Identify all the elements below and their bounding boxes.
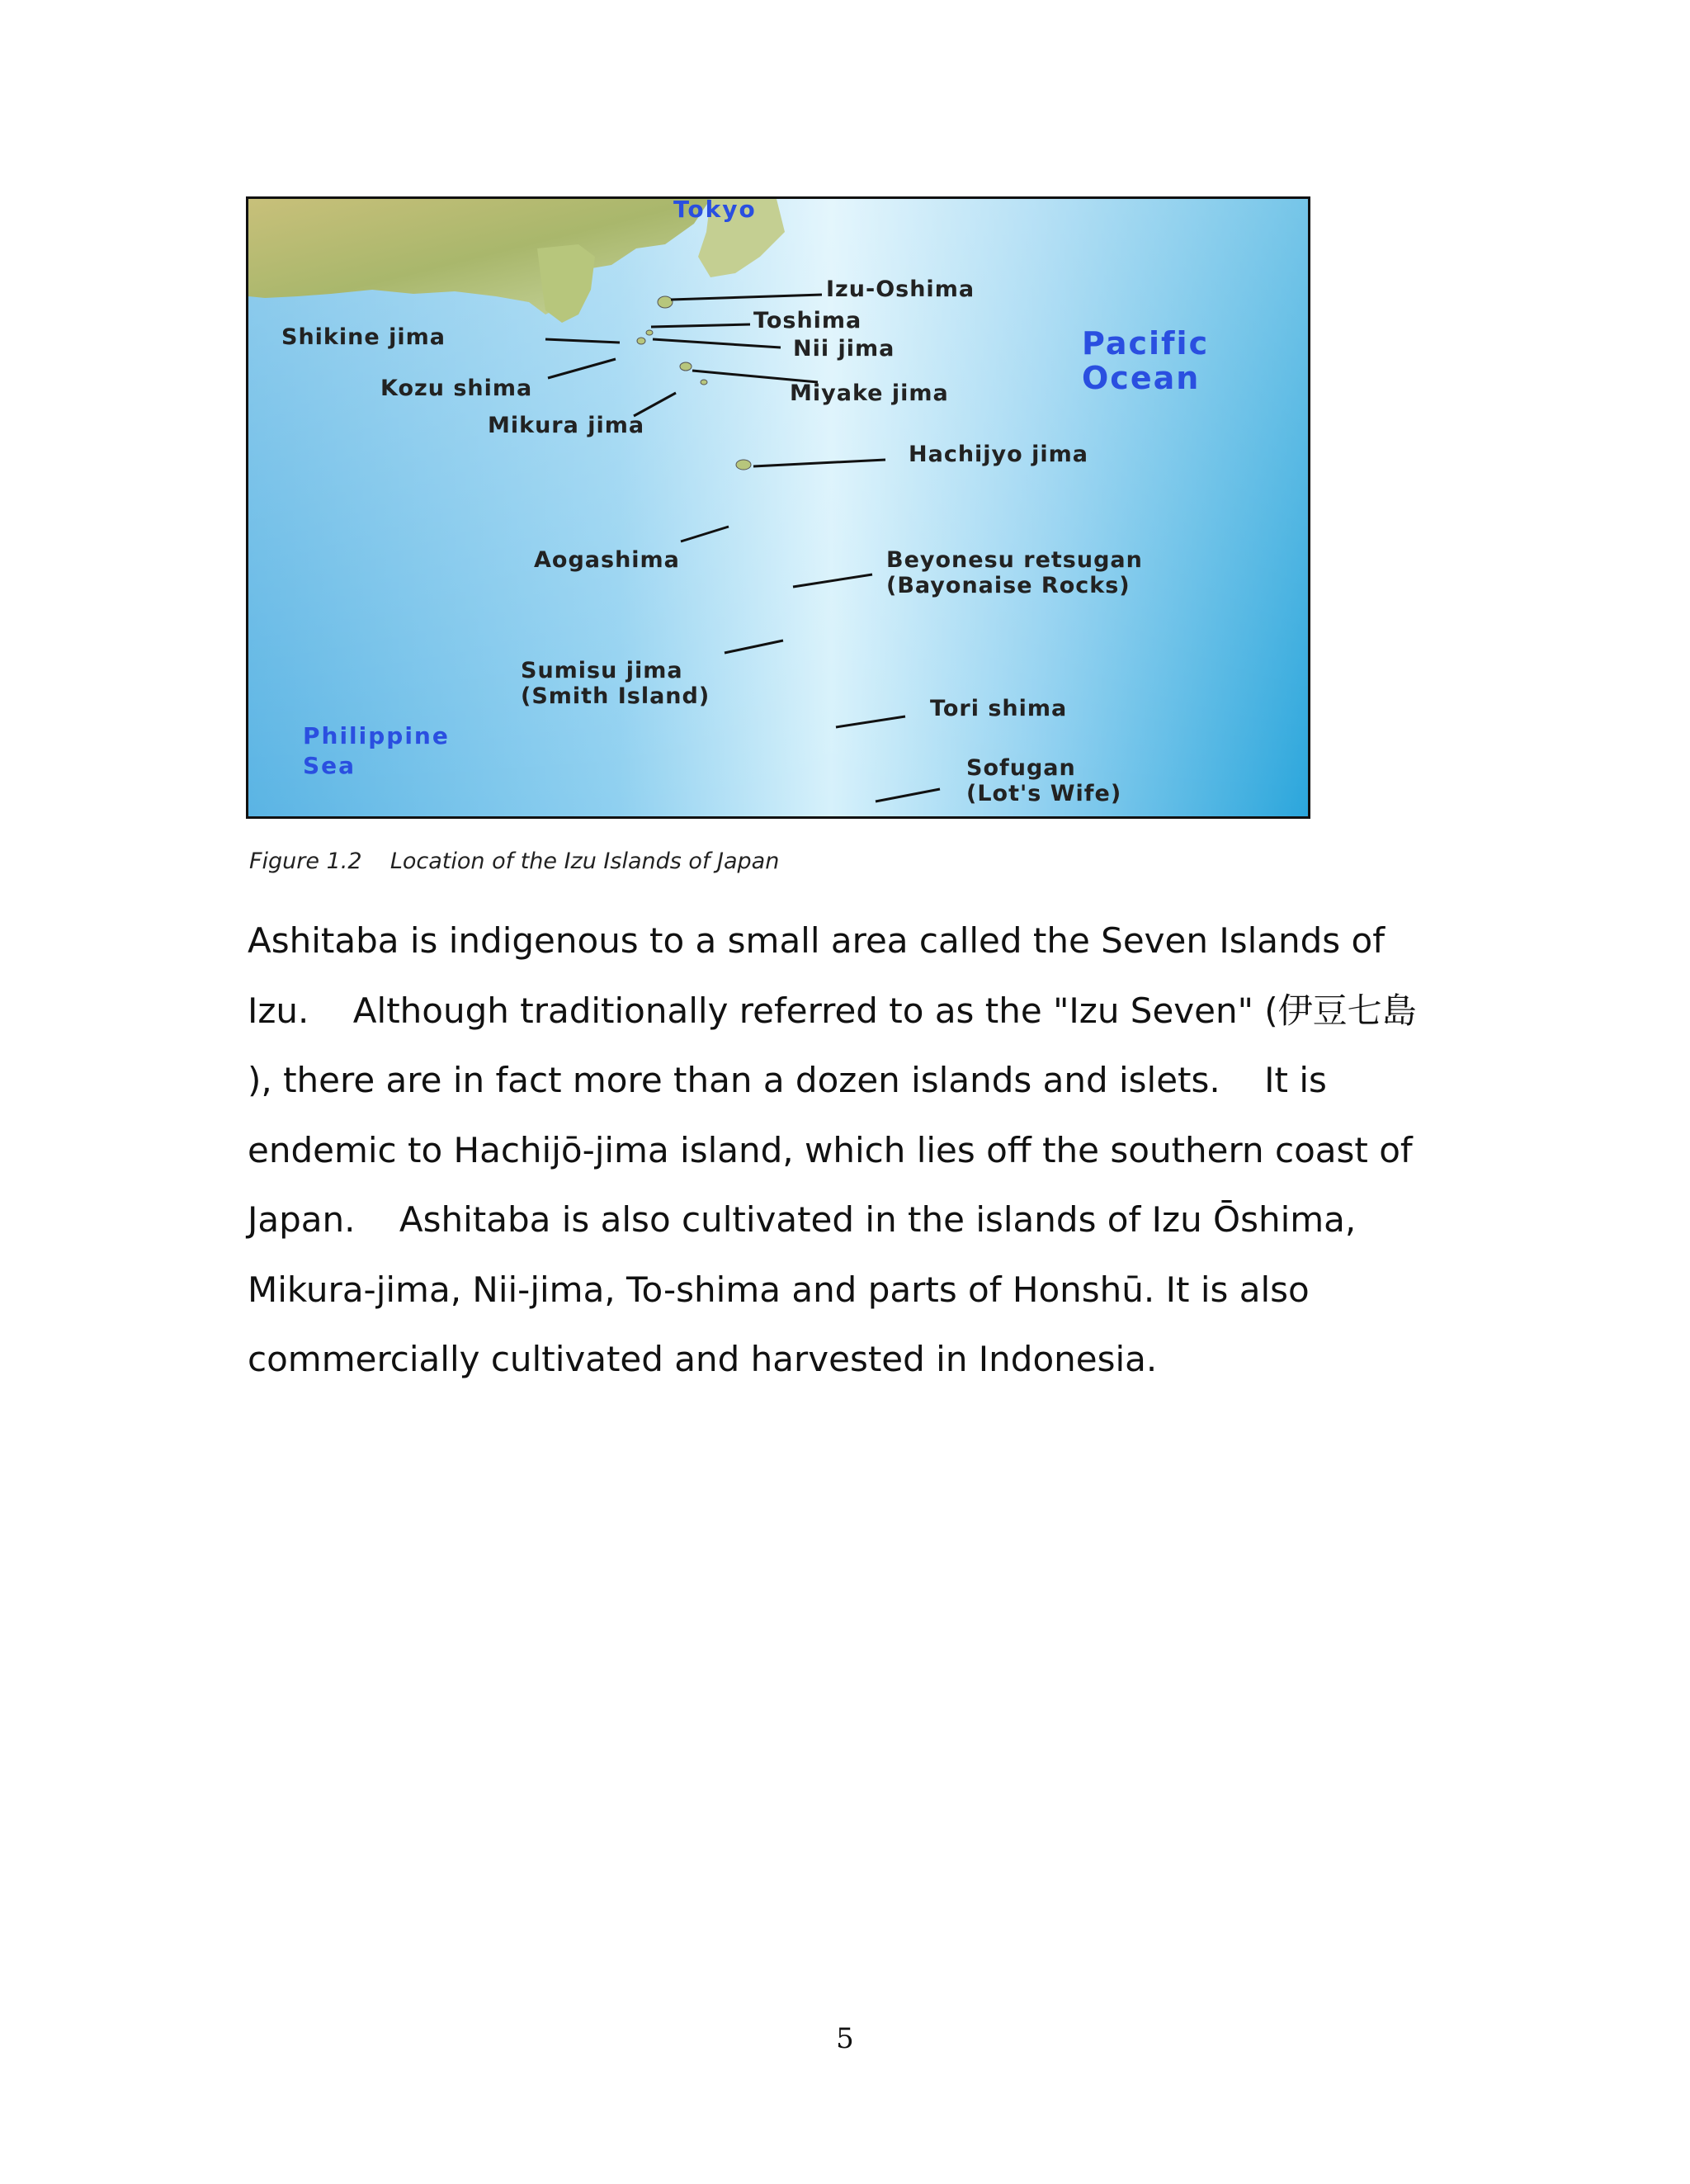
label-sea: Sea <box>303 752 356 779</box>
paragraph-line: Ashitaba is indigenous to a small area called the Seven Islands of <box>248 920 1386 961</box>
label-hachijyo-jima: Hachijyo jima <box>909 442 1088 467</box>
label-beyonesu: Beyonesu retsugan <box>886 547 1143 573</box>
label-philippine: Philippine <box>303 722 450 749</box>
label-smith-island: (Smith Island) <box>521 683 710 709</box>
paragraph-line: endemic to Hachijō-jima island, which lies off the southern coast of <box>248 1129 1413 1170</box>
label-pacific: Pacific <box>1082 325 1210 362</box>
paragraph-line: Izu. Although traditionally referred to as the "Izu Seven" (伊豆七島 <box>248 990 1417 1031</box>
label-aogashima: Aogashima <box>534 547 680 573</box>
label-sofugan: Sofugan <box>966 755 1076 781</box>
label-shikine-jima: Shikine jima <box>281 324 446 350</box>
page-number: 5 <box>836 2022 854 2055</box>
paragraph-line: commercially cultivated and harvested in Indonesia. <box>248 1339 1158 1379</box>
label-nii-jima: Nii jima <box>793 336 895 362</box>
label-miyake-jima: Miyake jima <box>790 381 949 406</box>
label-sumisu-jima: Sumisu jima <box>521 658 683 683</box>
label-bayonaise-rocks: (Bayonaise Rocks) <box>886 573 1131 598</box>
paragraph-line: Mikura-jima, Nii-jima, To-shima and parts of Honshū. It is also <box>248 1269 1310 1310</box>
label-ocean: Ocean <box>1082 360 1201 396</box>
paragraph-line: Japan. Ashitaba is also cultivated in the islands of Izu Ōshima, <box>248 1199 1357 1240</box>
figure-caption: Figure 1.2 Location of the Izu Islands of Japan <box>249 849 780 874</box>
label-lots-wife: (Lot's Wife) <box>966 781 1122 806</box>
label-toshima: Toshima <box>753 308 862 333</box>
label-tokyo: Tokyo <box>673 199 757 223</box>
label-mikura-jima: Mikura jima <box>488 413 645 438</box>
label-kozu-shima: Kozu shima <box>380 376 533 401</box>
label-tori-shima: Tori shima <box>930 696 1068 721</box>
paragraph-line: ), there are in fact more than a dozen islands and islets. It is <box>248 1060 1327 1100</box>
izu-islands-map <box>246 196 1310 819</box>
map-graphic <box>248 199 1308 816</box>
label-izu-oshima: Izu-Oshima <box>826 277 975 302</box>
body-paragraph <box>248 906 1469 1395</box>
